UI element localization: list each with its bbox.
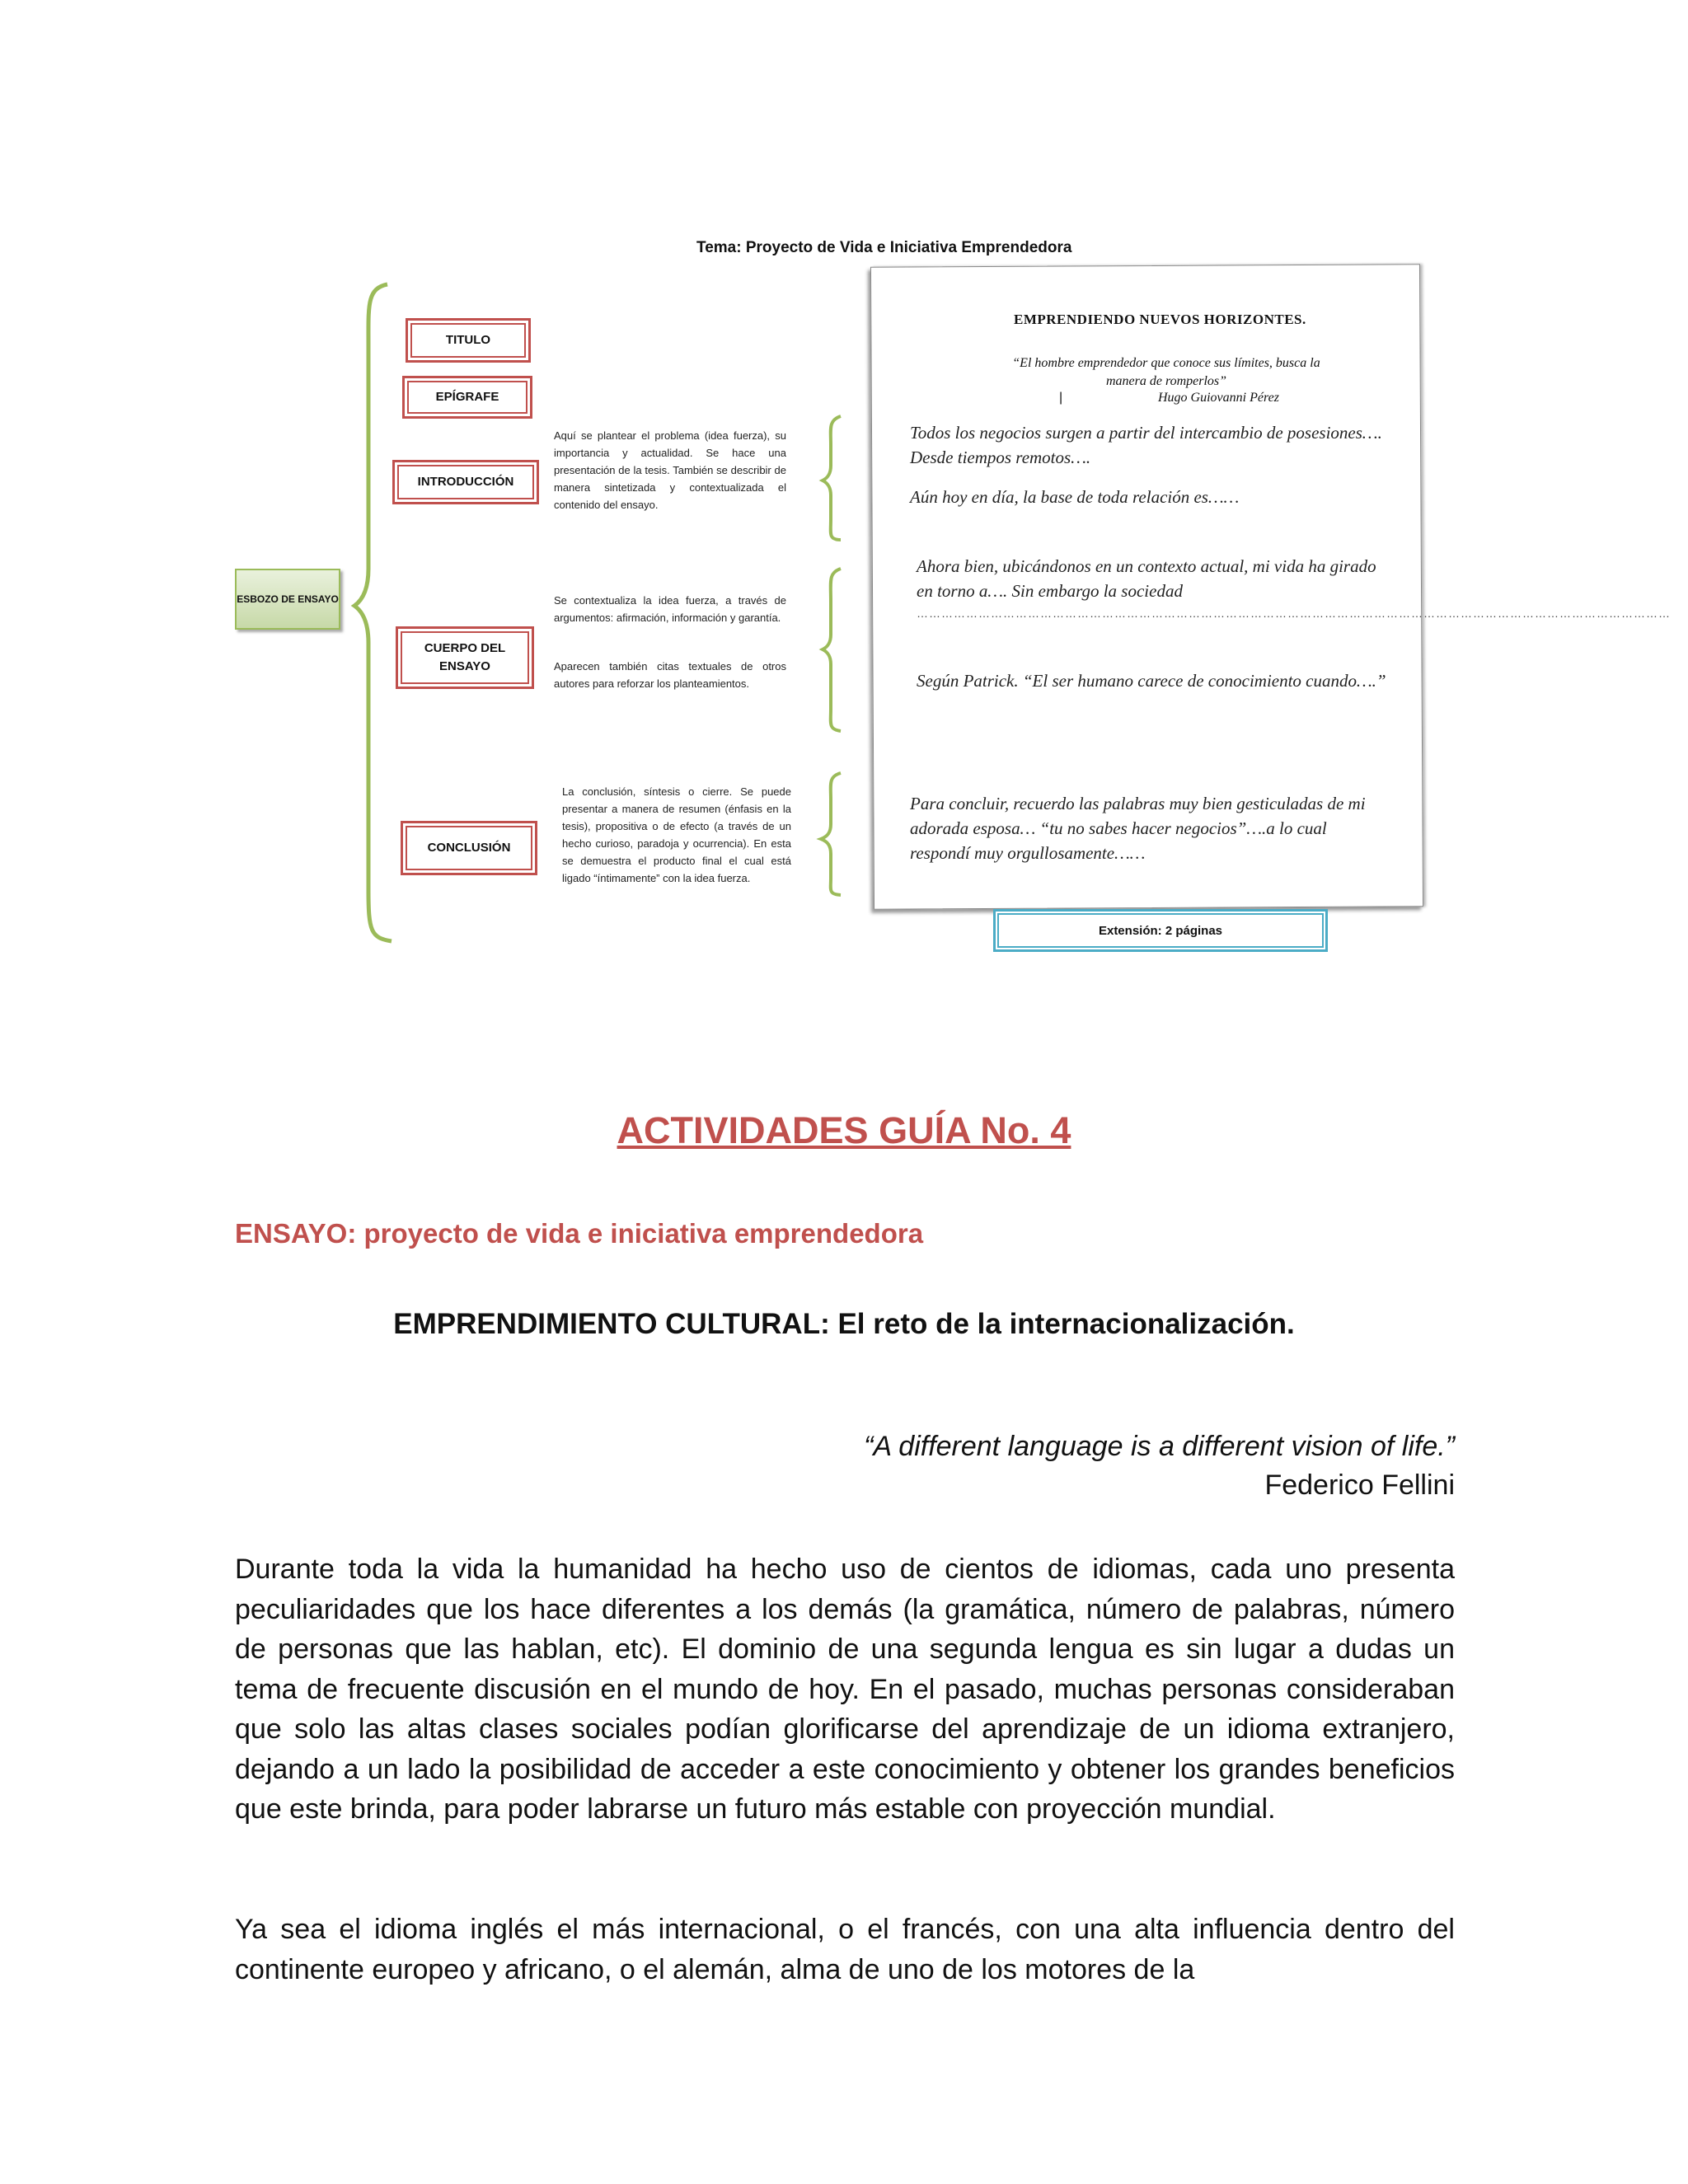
desc-cuerpo-1: Se contextualiza la idea fuerza, a través de argumentos: afirmación, información y garantía. — [554, 594, 786, 624]
desc-conclusion: La conclusión, síntesis o cierre. Se puede presentar a manera de resumen (énfasis en la tesis), propositiva o de efecto (a través de un hecho curioso, paradoja y ocurrencia). En esta se demuestra el producto final el cual está ligado “íntimamente” con la idea fuerza. — [562, 785, 791, 884]
sample-conclusion: Para concluir, recuerdo las palabras muy bien gesticuladas de mi adorada esposa… “tu no sabes hacer negocios”….a lo cual respondí muy orgullosamente…… — [910, 794, 1366, 863]
extension-box: Extensión: 2 páginas — [993, 909, 1328, 952]
epigraph-author: Federico Fellini — [1264, 1469, 1455, 1501]
sample-essay-epigraph: “El hombre emprendedor que conoce sus límites, busca la manera de romperlos” — [1012, 356, 1320, 388]
paragraph-2: Ya sea el idioma inglés el más internacional, o el francés, con una alta influencia dentro del continente europeo y africano, o el alemán, alma de uno de los motores de la — [235, 1914, 1455, 1985]
node-titulo: TITULO — [406, 318, 531, 363]
essay-title: EMPRENDIMIENTO CULTURAL: El reto de la internacionalización. — [393, 1308, 1295, 1340]
activities-subtitle: ENSAYO: proyecto de vida e iniciativa emprendedora — [235, 1218, 924, 1249]
node-introduccion: INTRODUCCIÓN — [392, 460, 539, 504]
brace-introduccion — [823, 416, 841, 540]
brace-cuerpo — [823, 569, 841, 731]
activities-title: ACTIVIDADES GUÍA No. 4 — [617, 1109, 1071, 1151]
desc-introduccion: Aquí se plantear el problema (idea fuerza), su importancia y actualidad. Se hace una presentación de la tesis. También se describir de manera sintetizada y contextualizada el contenido del ensayo. — [554, 429, 786, 511]
sample-intro-1: Todos los negocios surgen a partir del intercambio de posesiones…. Desde tiempos remotos…. — [910, 423, 1382, 467]
sample-body-2: Según Patrick. “El ser humano carece de conocimiento cuando….” — [917, 671, 1386, 691]
sample-essay-title: EMPRENDIENDO NUEVOS HORIZONTES. — [1014, 312, 1306, 327]
sample-essay-bar: | — [1059, 391, 1063, 405]
brace-conclusion — [821, 773, 841, 895]
figure-title: Tema: Proyecto de Vida e Iniciativa Emprendedora — [696, 239, 1072, 256]
epigraph-quote: “A different language is a different vision of life.” — [864, 1431, 1455, 1462]
main-brace — [354, 284, 392, 941]
node-epigrafe: EPÍGRAFE — [402, 376, 532, 419]
sample-intro-2: Aún hoy en día, la base de toda relación es…… — [910, 487, 1240, 507]
sample-dotted-line: ………………………………………………………………………………………………………………………………………………………………… — [917, 607, 1671, 620]
diagram-connectors — [0, 0, 1688, 989]
sample-body-1: Ahora bien, ubicándonos en un contexto actual, mi vida ha girado en torno a…. Sin embargo la sociedad — [917, 556, 1376, 601]
node-conclusion: CONCLUSIÓN — [401, 821, 537, 875]
paragraph-1: Durante toda la vida la humanidad ha hecho uso de cientos de idiomas, cada uno presenta peculiaridades que los hace diferentes a los demás (la gramática, número de palabras, número de personas que las hablan, etc). El dominio de una segunda lengua es sin lugar a dudas un tema de frecuente discusión en el mundo de hoy. En el pasado, muchas personas consideraban que solo las altas clases sociales podían glorificarse del aprendizaje de un idioma extranjero, dejando a un lado la posibilidad de acceder a este conocimiento y obtener los grandes beneficios que este brinda, para poder labrarse un futuro más estable con proyección mundial. — [235, 1554, 1455, 1825]
desc-cuerpo-2: Aparecen también citas textuales de otros autores para reforzar los planteamientos. — [554, 660, 786, 690]
diagram-root-node: ESBOZO DE ENSAYO — [235, 569, 340, 630]
sample-essay-epigraph-author: Hugo Guiovanni Pérez — [1158, 391, 1279, 405]
node-cuerpo: CUERPO DEL ENSAYO — [396, 626, 534, 689]
